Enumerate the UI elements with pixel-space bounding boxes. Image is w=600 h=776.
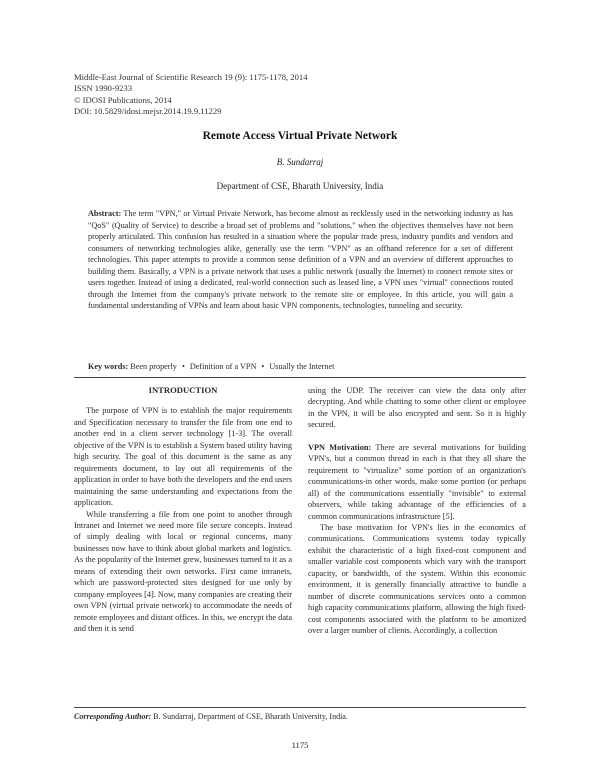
keyword: Definition of a VPN [189,362,257,371]
paper-title: Remote Access Virtual Private Network [202,130,398,142]
journal-copyright: © IDOSI Publications, 2014 [74,94,172,105]
keyword: Been properly [130,362,177,371]
keywords [88,362,528,371]
intro-paragraph-1: The purpose of VPN is to establish the major requirements and Specification necessary to transfer the file from one end to another end in a client server technology [1-3]. The overall objective of the VPN is to establish a System based utility having high security. The goal of this document is the same as any requirements document, to lay out all requirements of the application in order to have both the developers and the end users maintaining the same understanding and expectations from the application. [74,406,292,508]
journal-doi: DOI: 10.5829/idosi.mejsr.2014.19.9.11229 [74,106,222,117]
footnote-divider [74,707,526,708]
keyword-separator: • [261,362,265,371]
motivation-text-1: There are several motivations for building VPN's, but a common thread in each is that they all share the requirement to "virtualize" some portion of an organization's communications-in other words, make some portion (or perhaps all) of the communications essentially "invisible" to external observers, while taking advantage of the efficiencies of a common communications infrastructure [5]. [308,442,526,521]
motivation-heading: VPN Motivation: [308,442,372,452]
paper-author: B. Sundarraj [276,157,324,167]
abstract-text: The term "VPN," or Virtual Private Network, has become almost as recklessly used in the networking industry as has "QoS" (Quality of Service) to describe a broad set of problems and "solutions," when the objectives themselves have not been properly articulated. This confusion has resulted in a situation where the popular trade press, industry pundits and vendors and consumers of networking technologies alike, generally use the term "VPN" as an offhand reference for a set of different technologies. This paper attempts to provide a common sense definition of a VPN and an overview of different approaches to building them. Basically, a VPN is a private network that uses a public network (usually the Internet) to connect remote sites or users together. Instead of using a dedicated, real-world connection such as leased line, a VPN uses "virtual" connections routed through the Internet from the company's private network to the remote site or employee. In this article, you will gain a fundamental understanding of VPNs and learn about basic VPN components, technologies, tunneling and security. [88,209,513,310]
abstract-label: Abstract: [88,209,122,218]
left-column [74,385,292,635]
corresponding-author-label: Corresponding Author: [74,712,152,721]
keywords-label: Key words: [88,362,129,371]
author-affiliation: Department of CSE, Bharath University, India [216,181,384,191]
keywords-divider [74,377,526,378]
intro-paragraph-2: While transferring a file from one point to another through Intranet and Internet we need more file secure concepts. Instead of simply dealing with local or regional concerns, many businesses now have to think about global markets and logistics. As the popularity of the Internet grew, businesses turned to it as a means of extending their own networks. First came intranets, which are password-protected sites designed for use only by company employees [4]. Now, many companies are creating their own VPN (virtual private network) to accommodate the needs of remote employees and distant offices. In this, we encrypt the data and then it is send [74,509,292,634]
intro-paragraph-3: using the UDP. The receiver can view the data only after decrypting. And while chatting to some other client or employee in the VPN, it will be also encrypted and sent. So it is highly secured. [308,386,526,430]
journal-issn: ISSN 1990-9233 [74,83,133,94]
journal-citation: Middle-East Journal of Scientific Research 19 (9): 1175-1178, 2014 [74,72,308,82]
corresponding-author [74,712,348,721]
abstract [88,208,513,312]
page-number: 1175 [291,740,309,750]
introduction-heading: INTRODUCTION [148,385,218,395]
right-column [308,385,526,637]
motivation-paragraph-2: The base motivation for VPN's lies in the economics of communications. Communications systems today typically exhibit the characteristic of a high fixed-cost component and smaller variable cost components which vary with the transport capacity, or bandwidth, of the system. Within this economic environment, it is generally financially attractive to bundle a number of discrete communications services onto a common high capacity communications platform, allowing the high fixed-cost components associated with the platform to be amortized over a larger number of clients. Accordingly, a collection [308,522,526,636]
corresponding-author-text: B. Sundarraj, Department of CSE, Bharath University, India. [153,712,348,721]
journal-metadata [74,72,308,118]
paragraph-gap [308,431,526,442]
keyword: Usually the Internet [269,362,335,371]
keyword-separator: • [181,362,185,371]
motivation-paragraph-1 [308,442,526,522]
